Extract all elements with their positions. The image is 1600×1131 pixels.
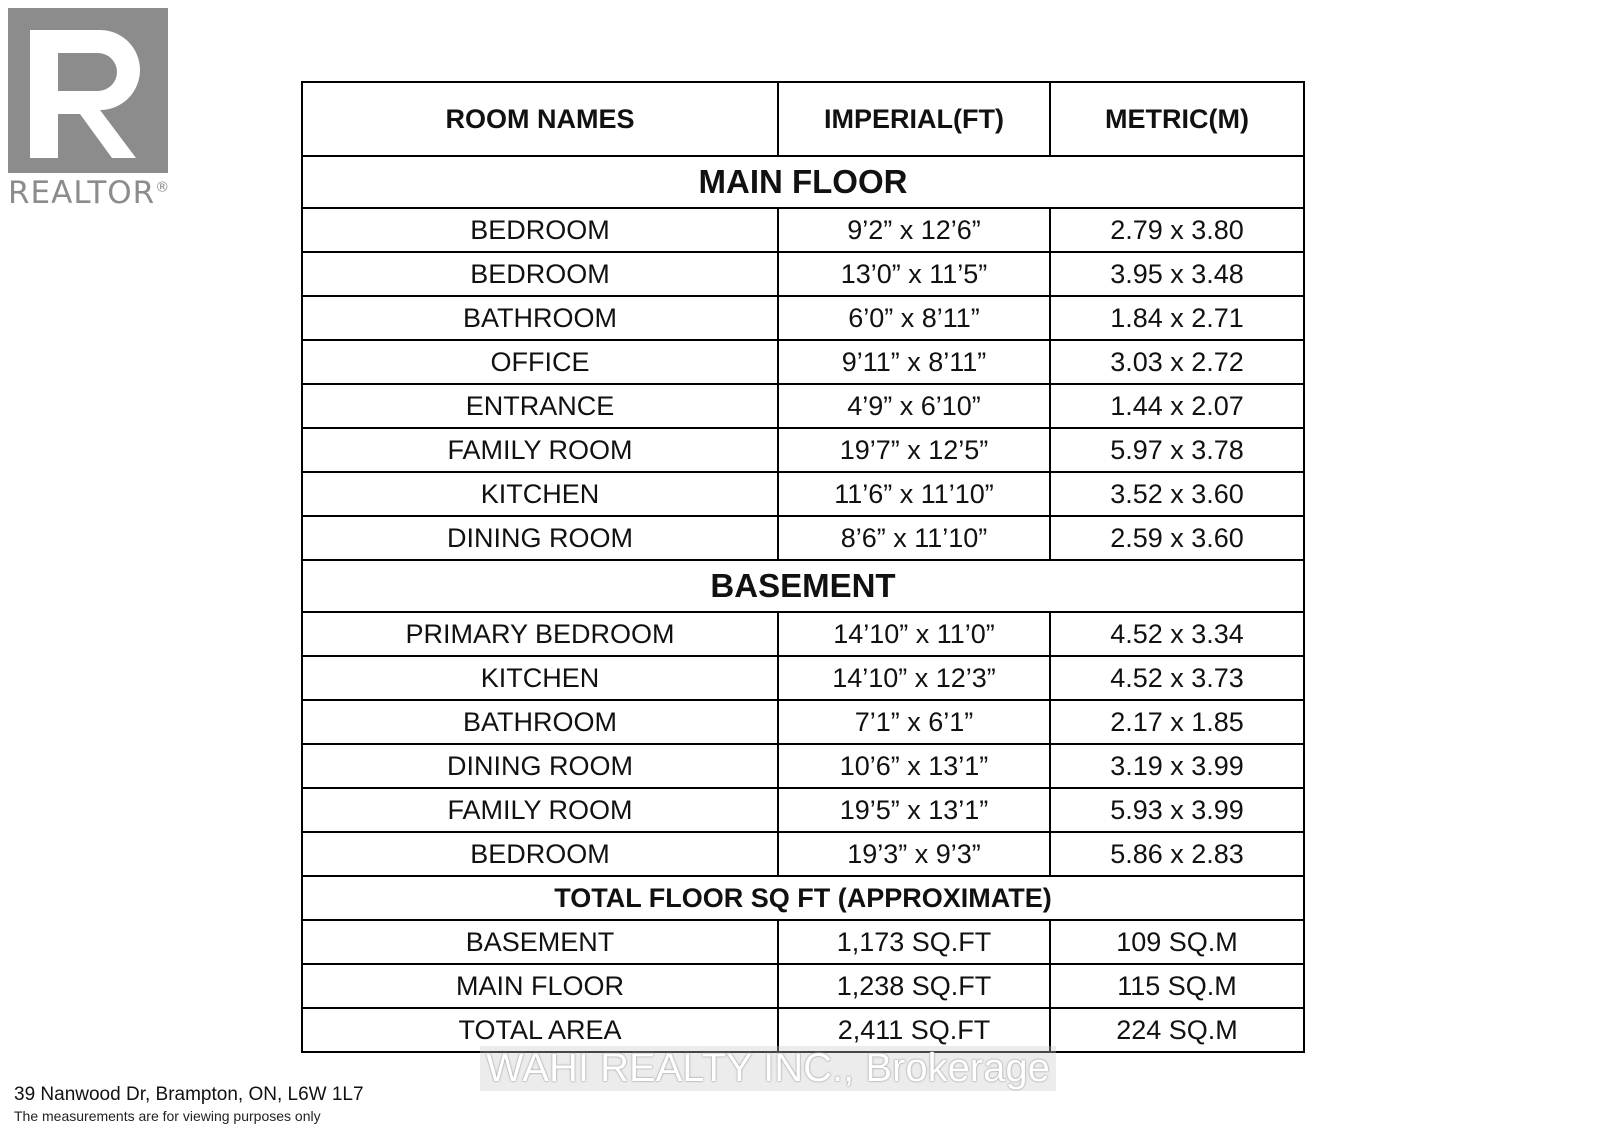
imperial-cell: 14’10” x 11’0”: [778, 612, 1050, 656]
imperial-cell: 13’0” x 11’5”: [778, 252, 1050, 296]
section-title: TOTAL FLOOR SQ FT (APPROXIMATE): [302, 876, 1304, 920]
imperial-cell: 1,238 SQ.FT: [778, 964, 1050, 1008]
room-name-cell: OFFICE: [302, 340, 778, 384]
room-name-cell: DINING ROOM: [302, 744, 778, 788]
imperial-cell: 9’11” x 8’11”: [778, 340, 1050, 384]
realtor-r-icon: [8, 8, 168, 173]
table-row: [302, 208, 1304, 252]
metric-cell: 5.93 x 3.99: [1050, 788, 1304, 832]
property-address: 39 Nanwood Dr, Brampton, ON, L6W 1L7: [14, 1084, 364, 1105]
section-header-row: [302, 560, 1304, 612]
imperial-cell: 10’6” x 13’1”: [778, 744, 1050, 788]
section-header-row: [302, 156, 1304, 208]
room-name-cell: BEDROOM: [302, 252, 778, 296]
imperial-cell: 14’10” x 12’3”: [778, 656, 1050, 700]
metric-cell: 2.17 x 1.85: [1050, 700, 1304, 744]
metric-cell: 5.97 x 3.78: [1050, 428, 1304, 472]
metric-cell: 3.03 x 2.72: [1050, 340, 1304, 384]
table-row: [302, 428, 1304, 472]
logo-text: REALTOR: [8, 175, 156, 211]
imperial-cell: 7’1” x 6’1”: [778, 700, 1050, 744]
metric-cell: 115 SQ.M: [1050, 964, 1304, 1008]
metric-cell: 109 SQ.M: [1050, 920, 1304, 964]
realtor-logo: [8, 8, 171, 211]
table-header-row: [302, 82, 1304, 156]
room-name-cell: TOTAL AREA: [302, 1008, 778, 1052]
table-row: [302, 612, 1304, 656]
metric-cell: 1.84 x 2.71: [1050, 296, 1304, 340]
room-name-cell: BATHROOM: [302, 700, 778, 744]
brokerage-watermark: WAHI REALTY INC., Brokerage: [480, 1046, 1056, 1091]
imperial-cell: 19’7” x 12’5”: [778, 428, 1050, 472]
room-name-cell: PRIMARY BEDROOM: [302, 612, 778, 656]
room-name-cell: BEDROOM: [302, 208, 778, 252]
metric-cell: 3.52 x 3.60: [1050, 472, 1304, 516]
imperial-cell: 8’6” x 11’10”: [778, 516, 1050, 560]
section-title: MAIN FLOOR: [302, 156, 1304, 208]
table-row: [302, 788, 1304, 832]
table-row: [302, 516, 1304, 560]
room-name-cell: MAIN FLOOR: [302, 964, 778, 1008]
table-row: [302, 296, 1304, 340]
imperial-cell: 4’9” x 6’10”: [778, 384, 1050, 428]
metric-cell: 3.95 x 3.48: [1050, 252, 1304, 296]
room-name-cell: ENTRANCE: [302, 384, 778, 428]
table-row: [302, 384, 1304, 428]
room-dimensions-table: [301, 81, 1305, 1053]
metric-cell: 2.59 x 3.60: [1050, 516, 1304, 560]
room-name-cell: FAMILY ROOM: [302, 788, 778, 832]
imperial-cell: 9’2” x 12’6”: [778, 208, 1050, 252]
table-row: [302, 964, 1304, 1008]
section-header-row: [302, 876, 1304, 920]
metric-cell: 4.52 x 3.34: [1050, 612, 1304, 656]
table-row: [302, 340, 1304, 384]
room-name-cell: FAMILY ROOM: [302, 428, 778, 472]
room-name-cell: DINING ROOM: [302, 516, 778, 560]
imperial-cell: 6’0” x 8’11”: [778, 296, 1050, 340]
table-row: [302, 832, 1304, 876]
table-row: [302, 252, 1304, 296]
room-name-cell: KITCHEN: [302, 656, 778, 700]
imperial-cell: 19’3” x 9’3”: [778, 832, 1050, 876]
table-row: [302, 920, 1304, 964]
header-imperial: IMPERIAL(FT): [778, 82, 1050, 156]
header-room-names: ROOM NAMES: [302, 82, 778, 156]
registered-mark: ®: [155, 179, 171, 196]
metric-cell: 2.79 x 3.80: [1050, 208, 1304, 252]
room-name-cell: KITCHEN: [302, 472, 778, 516]
table-row: [302, 700, 1304, 744]
metric-cell: 4.52 x 3.73: [1050, 656, 1304, 700]
header-metric: METRIC(M): [1050, 82, 1304, 156]
table-row: [302, 656, 1304, 700]
imperial-cell: 1,173 SQ.FT: [778, 920, 1050, 964]
metric-cell: 5.86 x 2.83: [1050, 832, 1304, 876]
section-title: BASEMENT: [302, 560, 1304, 612]
table-row: [302, 744, 1304, 788]
metric-cell: 3.19 x 3.99: [1050, 744, 1304, 788]
table-row: [302, 472, 1304, 516]
imperial-cell: 2,411 SQ.FT: [778, 1008, 1050, 1052]
imperial-cell: 19’5” x 13’1”: [778, 788, 1050, 832]
imperial-cell: 11’6” x 11’10”: [778, 472, 1050, 516]
room-name-cell: BEDROOM: [302, 832, 778, 876]
room-name-cell: BASEMENT: [302, 920, 778, 964]
room-name-cell: BATHROOM: [302, 296, 778, 340]
measurement-disclaimer: The measurements are for viewing purposes only: [14, 1108, 321, 1124]
metric-cell: 224 SQ.M: [1050, 1008, 1304, 1052]
metric-cell: 1.44 x 2.07: [1050, 384, 1304, 428]
